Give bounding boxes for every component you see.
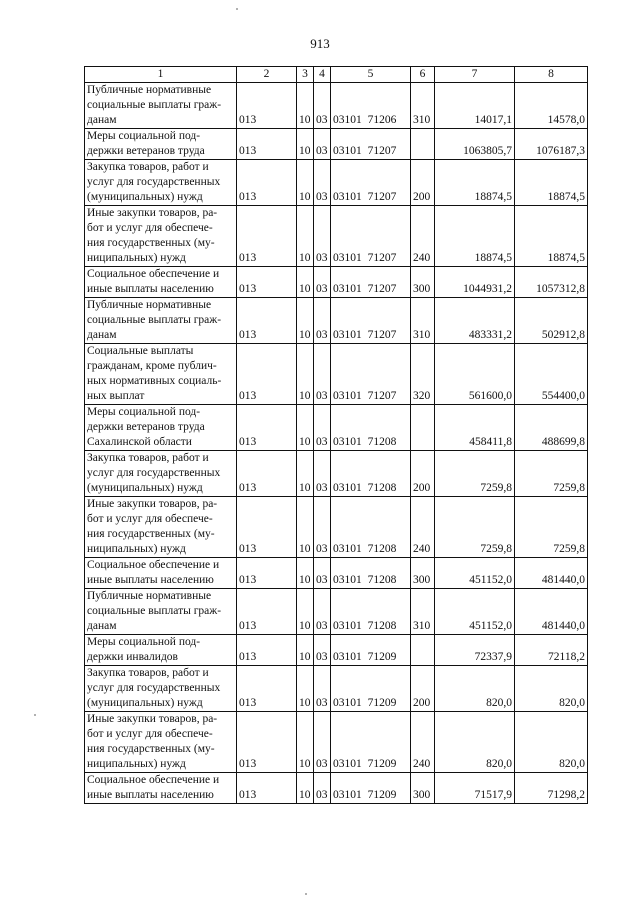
column-3-cell: 10: [297, 129, 314, 160]
classification-code-cell: 03101 71209: [331, 773, 411, 804]
column-4-cell: 03: [314, 635, 331, 666]
column-4-cell: 03: [314, 129, 331, 160]
description-cell: [85, 497, 237, 558]
column-4-cell: 03: [314, 405, 331, 451]
table-body: [85, 83, 588, 804]
description-line: данам: [87, 329, 117, 341]
description-line: Меры социальной под-: [87, 406, 201, 418]
column-2-cell: 013: [237, 267, 297, 298]
expense-type-cell: 240: [411, 712, 435, 773]
header-row: [85, 67, 588, 83]
amount-col7-cell: 72337,9: [435, 635, 515, 666]
column-4-cell: 03: [314, 298, 331, 344]
table-row: [85, 206, 588, 267]
table-row: [85, 298, 588, 344]
description-cell: [85, 773, 237, 804]
description-line: Меры социальной под-: [87, 636, 201, 648]
column-2-cell: 013: [237, 405, 297, 451]
amount-col7-cell: 458411,8: [435, 405, 515, 451]
column-2-cell: 013: [237, 773, 297, 804]
amount-col8-cell: 72118,2: [515, 635, 588, 666]
description-cell: [85, 635, 237, 666]
column-3-cell: 10: [297, 589, 314, 635]
description-cell: [85, 206, 237, 267]
classification-code-cell: 03101 71209: [331, 666, 411, 712]
scan-speck: [305, 893, 307, 895]
column-header: 3: [297, 67, 314, 83]
column-3-cell: 10: [297, 712, 314, 773]
amount-col7-cell: 483331,2: [435, 298, 515, 344]
column-3-cell: 10: [297, 83, 314, 129]
description-line: (муниципальных) нужд: [87, 482, 203, 494]
amount-col7-cell: 18874,5: [435, 160, 515, 206]
description-line: данам: [87, 620, 117, 632]
description-line: Социальные выплаты: [87, 345, 194, 357]
table-row: [85, 497, 588, 558]
column-header: 4: [314, 67, 331, 83]
amount-col8-cell: 488699,8: [515, 405, 588, 451]
amount-col8-cell: 554400,0: [515, 344, 588, 405]
description-line: услуг для государственных: [87, 467, 221, 479]
classification-code-cell: 03101 71207: [331, 344, 411, 405]
column-2-cell: 013: [237, 160, 297, 206]
page-number: 913: [310, 36, 330, 51]
description-line: социальные выплаты граж-: [87, 314, 222, 326]
description-line: Иные закупки товаров, ра-: [87, 713, 218, 725]
description-cell: [85, 451, 237, 497]
description-line: Иные закупки товаров, ра-: [87, 207, 218, 219]
table-row: [85, 712, 588, 773]
column-2-cell: 013: [237, 712, 297, 773]
column-header: 5: [331, 67, 411, 83]
column-2-cell: 013: [237, 83, 297, 129]
column-3-cell: 10: [297, 635, 314, 666]
expense-type-cell: 310: [411, 589, 435, 635]
description-line: ных выплат: [87, 390, 145, 402]
table-row: [85, 160, 588, 206]
description-line: ных нормативных социаль-: [87, 375, 222, 387]
classification-code-cell: 03101 71208: [331, 497, 411, 558]
column-header: 8: [515, 67, 588, 83]
classification-code-cell: 03101 71208: [331, 451, 411, 497]
column-header: 2: [237, 67, 297, 83]
description-line: иные выплаты населению: [87, 574, 214, 586]
amount-col7-cell: 18874,5: [435, 206, 515, 267]
description-line: бот и услуг для обеспече-: [87, 728, 213, 740]
table-row: [85, 405, 588, 451]
description-cell: [85, 267, 237, 298]
description-line: услуг для государственных: [87, 682, 221, 694]
classification-code-cell: 03101 71208: [331, 558, 411, 589]
column-2-cell: 013: [237, 666, 297, 712]
description-line: (муниципальных) нужд: [87, 697, 203, 709]
amount-col7-cell: 561600,0: [435, 344, 515, 405]
column-4-cell: 03: [314, 344, 331, 405]
column-2-cell: 013: [237, 589, 297, 635]
column-header: 6: [411, 67, 435, 83]
column-4-cell: 03: [314, 497, 331, 558]
description-line: ния государственных (му-: [87, 237, 215, 249]
classification-code-cell: 03101 71208: [331, 589, 411, 635]
column-3-cell: 10: [297, 773, 314, 804]
column-2-cell: 013: [237, 497, 297, 558]
description-line: бот и услуг для обеспече-: [87, 222, 213, 234]
description-line: ниципальных) нужд: [87, 252, 186, 264]
amount-col8-cell: 820,0: [515, 712, 588, 773]
expense-type-cell: 310: [411, 298, 435, 344]
column-2-cell: 013: [237, 344, 297, 405]
column-4-cell: 03: [314, 712, 331, 773]
column-4-cell: 03: [314, 267, 331, 298]
scan-speck: [236, 8, 238, 10]
description-cell: [85, 160, 237, 206]
amount-col8-cell: 7259,8: [515, 451, 588, 497]
description-line: ниципальных) нужд: [87, 543, 186, 555]
expense-type-cell: 240: [411, 206, 435, 267]
description-line: иные выплаты населению: [87, 789, 214, 801]
description-line: гражданам, кроме публич-: [87, 360, 217, 372]
table-row: [85, 129, 588, 160]
amount-col8-cell: 71298,2: [515, 773, 588, 804]
description-cell: [85, 83, 237, 129]
classification-code-cell: 03101 71206: [331, 83, 411, 129]
classification-code-cell: 03101 71207: [331, 267, 411, 298]
expense-type-cell: 200: [411, 160, 435, 206]
description-line: Закупка товаров, работ и: [87, 452, 209, 464]
expense-type-cell: 320: [411, 344, 435, 405]
description-line: социальные выплаты граж-: [87, 605, 222, 617]
amount-col7-cell: 1044931,2: [435, 267, 515, 298]
expense-type-cell: 200: [411, 451, 435, 497]
description-line: Публичные нормативные: [87, 299, 212, 311]
classification-code-cell: 03101 71207: [331, 160, 411, 206]
column-4-cell: 03: [314, 160, 331, 206]
amount-col7-cell: 820,0: [435, 712, 515, 773]
classification-code-cell: 03101 71209: [331, 635, 411, 666]
table-row: [85, 558, 588, 589]
table-row: [85, 451, 588, 497]
column-2-cell: 013: [237, 635, 297, 666]
column-header: 7: [435, 67, 515, 83]
description-line: Публичные нормативные: [87, 84, 212, 96]
scan-speck: [34, 714, 36, 716]
column-2-cell: 013: [237, 206, 297, 267]
table-row: [85, 344, 588, 405]
amount-col8-cell: 1076187,3: [515, 129, 588, 160]
amount-col7-cell: 1063805,7: [435, 129, 515, 160]
amount-col8-cell: 14578,0: [515, 83, 588, 129]
description-cell: [85, 666, 237, 712]
description-cell: [85, 589, 237, 635]
amount-col8-cell: 18874,5: [515, 206, 588, 267]
classification-code-cell: 03101 71207: [331, 298, 411, 344]
description-line: ния государственных (му-: [87, 528, 215, 540]
column-3-cell: 10: [297, 160, 314, 206]
classification-code-cell: 03101 71208: [331, 405, 411, 451]
description-line: Иные закупки товаров, ра-: [87, 498, 218, 510]
table-row: [85, 267, 588, 298]
description-cell: [85, 298, 237, 344]
column-3-cell: 10: [297, 558, 314, 589]
description-line: держки ветеранов труда: [87, 145, 205, 157]
expense-type-cell: [411, 129, 435, 160]
amount-col8-cell: 18874,5: [515, 160, 588, 206]
description-line: держки ветеранов труда: [87, 421, 205, 433]
table-row: [85, 589, 588, 635]
column-4-cell: 03: [314, 558, 331, 589]
amount-col8-cell: 820,0: [515, 666, 588, 712]
column-4-cell: 03: [314, 451, 331, 497]
description-line: ниципальных) нужд: [87, 758, 186, 770]
table-row: [85, 666, 588, 712]
description-line: Социальное обеспечение и: [87, 559, 220, 571]
description-line: услуг для государственных: [87, 176, 221, 188]
description-line: социальные выплаты граж-: [87, 99, 222, 111]
amount-col8-cell: 481440,0: [515, 589, 588, 635]
classification-code-cell: 03101 71207: [331, 206, 411, 267]
amount-col8-cell: 481440,0: [515, 558, 588, 589]
column-3-cell: 10: [297, 298, 314, 344]
table-row: [85, 635, 588, 666]
description-line: Закупка товаров, работ и: [87, 161, 209, 173]
expense-type-cell: [411, 635, 435, 666]
amount-col7-cell: 451152,0: [435, 558, 515, 589]
column-header: 1: [85, 67, 237, 83]
column-3-cell: 10: [297, 267, 314, 298]
description-line: держки инвалидов: [87, 651, 178, 663]
description-line: иные выплаты населению: [87, 283, 214, 295]
column-3-cell: 10: [297, 451, 314, 497]
column-4-cell: 03: [314, 589, 331, 635]
description-cell: [85, 558, 237, 589]
amount-col7-cell: 7259,8: [435, 497, 515, 558]
amount-col8-cell: 1057312,8: [515, 267, 588, 298]
column-3-cell: 10: [297, 344, 314, 405]
description-line: Социальное обеспечение и: [87, 268, 220, 280]
description-line: бот и услуг для обеспече-: [87, 513, 213, 525]
description-cell: [85, 344, 237, 405]
amount-col7-cell: 7259,8: [435, 451, 515, 497]
column-3-cell: 10: [297, 666, 314, 712]
table-row: [85, 773, 588, 804]
description-line: Социальное обеспечение и: [87, 774, 220, 786]
description-cell: [85, 129, 237, 160]
column-4-cell: 03: [314, 666, 331, 712]
expense-type-cell: 300: [411, 773, 435, 804]
amount-col8-cell: 502912,8: [515, 298, 588, 344]
expense-type-cell: 310: [411, 83, 435, 129]
amount-col7-cell: 71517,9: [435, 773, 515, 804]
amount-col7-cell: 820,0: [435, 666, 515, 712]
column-2-cell: 013: [237, 129, 297, 160]
description-line: Меры социальной под-: [87, 130, 201, 142]
description-line: Публичные нормативные: [87, 590, 212, 602]
description-line: данам: [87, 114, 117, 126]
column-3-cell: 10: [297, 206, 314, 267]
table-row: [85, 83, 588, 129]
expense-type-cell: 300: [411, 267, 435, 298]
expense-type-cell: [411, 405, 435, 451]
classification-code-cell: 03101 71209: [331, 712, 411, 773]
column-2-cell: 013: [237, 298, 297, 344]
column-4-cell: 03: [314, 83, 331, 129]
column-4-cell: 03: [314, 206, 331, 267]
amount-col8-cell: 7259,8: [515, 497, 588, 558]
description-line: Закупка товаров, работ и: [87, 667, 209, 679]
column-2-cell: 013: [237, 451, 297, 497]
description-cell: [85, 712, 237, 773]
description-cell: [85, 405, 237, 451]
classification-code-cell: 03101 71207: [331, 129, 411, 160]
column-3-cell: 10: [297, 405, 314, 451]
expense-type-cell: 200: [411, 666, 435, 712]
budget-table: [84, 66, 588, 804]
expense-type-cell: 300: [411, 558, 435, 589]
amount-col7-cell: 14017,1: [435, 83, 515, 129]
column-2-cell: 013: [237, 558, 297, 589]
description-line: (муниципальных) нужд: [87, 191, 203, 203]
amount-col7-cell: 451152,0: [435, 589, 515, 635]
column-4-cell: 03: [314, 773, 331, 804]
column-3-cell: 10: [297, 497, 314, 558]
description-line: ния государственных (му-: [87, 743, 215, 755]
description-line: Сахалинской области: [87, 436, 192, 448]
expense-type-cell: 240: [411, 497, 435, 558]
